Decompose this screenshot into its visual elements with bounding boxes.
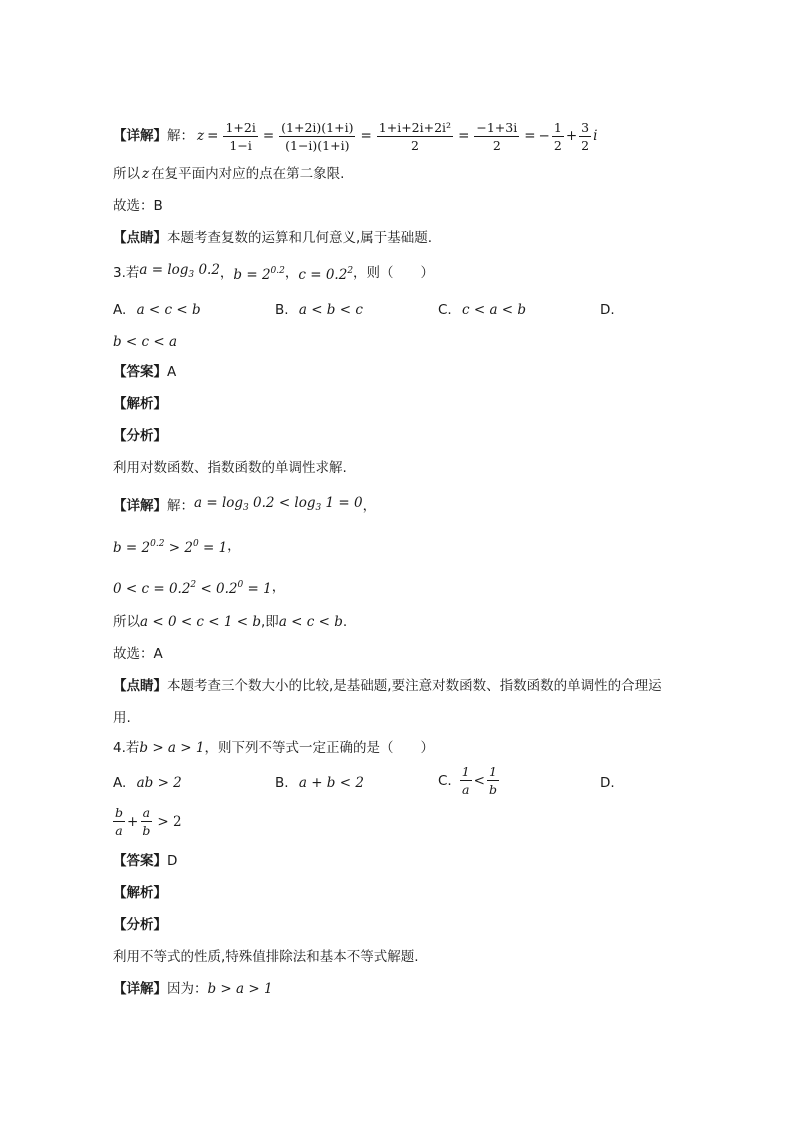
q4-option-d[interactable] (600, 774, 615, 792)
q3-note-1 (113, 677, 662, 695)
expr-part: = 1 (198, 540, 228, 556)
fraction-1-denominator: 1−i (229, 137, 252, 153)
denominator: b (488, 782, 497, 797)
text-pre: 所以 (113, 614, 140, 630)
expr-part: < 0.2 (196, 581, 238, 597)
imaginary-unit: i (593, 128, 598, 144)
q3-detail-1 (113, 494, 376, 517)
expr-part: a = log (194, 495, 244, 511)
exponent: 2 (190, 580, 197, 590)
option-label: C. (438, 302, 452, 318)
exponent: 0.2 (150, 539, 165, 549)
fraction-3 (377, 120, 453, 153)
var-z: z (142, 166, 150, 182)
question-number: 4.若 (113, 740, 140, 756)
exponent: 0.2 (270, 265, 285, 276)
question-number: 3.若 (113, 264, 140, 281)
q4-option-c[interactable] (438, 764, 501, 797)
answer-value: A (167, 364, 177, 380)
separator: ， (219, 264, 234, 281)
fraction-5 (552, 120, 564, 153)
expr-c-main: c = 0.2 (298, 266, 348, 283)
note-tag: 【点睛】 (113, 678, 167, 694)
minus-sign: − (538, 128, 550, 144)
fraction-1 (223, 120, 257, 153)
q4-answer (113, 852, 177, 870)
q3-option-c[interactable] (438, 301, 526, 319)
detail-tag: 【详解】 (113, 981, 167, 997)
fraction-1-over-b (487, 764, 499, 797)
answer-tag: 【答案】 (113, 364, 167, 380)
equals-sign: = (207, 128, 219, 144)
note-text: 本题考查复数的运算和几何意义,属于基础题. (167, 230, 433, 246)
denominator: b (142, 823, 151, 838)
text-pre: 所以 (113, 166, 140, 182)
fraction-4-denominator: 2 (492, 137, 501, 153)
text-end: . (342, 614, 348, 630)
q4-option-d-expr (113, 805, 182, 838)
q3-option-d[interactable] (600, 301, 615, 319)
plus-sign: + (565, 128, 578, 144)
fraction-2-numerator: (1+2i)(1+i) (281, 119, 354, 135)
expr-part: a < 0 < c < 1 < b (140, 614, 262, 630)
q4-option-a[interactable] (113, 774, 182, 792)
option-expr: ab > 2 (136, 775, 182, 791)
note-text: 本题考查三个数大小的比较,是基础题,要注意对数函数、指数函数的单调性的合理运 (167, 678, 662, 694)
fenxi-tag: 【分析】 (113, 917, 167, 933)
detail-expr (113, 535, 227, 557)
detail-line-complex (113, 116, 597, 156)
plus-sign: + (127, 813, 139, 830)
choice-text: 故选：A (113, 646, 163, 662)
expr-part: b = 2 (113, 540, 151, 556)
detail-tag: 【详解】 (113, 497, 167, 514)
q4-fenxi-tag (113, 916, 167, 934)
exponent: 2 (347, 265, 354, 276)
equals-sign: = (262, 128, 275, 144)
q3-detail-3 (113, 576, 285, 598)
q3-detail-2 (113, 535, 241, 557)
q3-fenxi-tag (113, 427, 167, 445)
option-label: A. (113, 775, 127, 791)
choice-statement-q2 (113, 197, 163, 215)
option-expr: c < a < b (462, 302, 527, 318)
note-tag: 【点睛】 (113, 230, 167, 246)
separator: ， (284, 264, 299, 281)
question-tail: ，则下列不等式一定正确的是（ ） (204, 740, 434, 756)
option-expr: a < b < c (298, 302, 363, 318)
option-expr: > 2 (157, 813, 182, 830)
option-label: D. (600, 775, 615, 791)
question-3-stem (113, 261, 434, 284)
fraction-2-denominator: (1−i)(1+i) (285, 137, 350, 153)
condition-expr: b > a > 1 (139, 740, 205, 756)
denominator: a (115, 823, 123, 838)
numerator: 1 (461, 764, 470, 779)
option-expr: a + b < 2 (298, 775, 364, 791)
numerator: b (115, 805, 124, 820)
q3-note-2 (113, 709, 131, 727)
option-label: B. (275, 302, 289, 318)
fraction-5-numerator: 1 (553, 119, 562, 135)
q3-option-b[interactable] (275, 301, 363, 319)
fraction-1-numerator: 1+2i (225, 119, 256, 135)
fraction-6 (579, 120, 591, 153)
expr-part: a < c < b (278, 614, 343, 630)
expr-b-main: b = 2 (233, 266, 271, 283)
detail-lead: 因为： (167, 981, 208, 997)
option-expr: b < c < a (113, 334, 178, 350)
fenxi-text: 利用对数函数、指数函数的单调性求解. (113, 460, 347, 476)
fenxi-tag: 【分析】 (113, 428, 167, 444)
q4-fenxi-text (113, 948, 419, 966)
option-label: D. (600, 302, 615, 318)
note-q2 (113, 229, 432, 247)
q3-analysis-tag (113, 395, 167, 413)
equals-sign: = (360, 128, 372, 144)
exponent: 0 (237, 580, 244, 590)
analysis-tag: 【解析】 (113, 396, 167, 412)
q4-detail-1 (113, 980, 273, 998)
text-post: 在复平面内对应的点在第二象限. (151, 166, 345, 182)
expr-part: 0 < c = 0.2 (113, 581, 191, 597)
detail-expr (113, 576, 272, 598)
choice-text: 故选：B (113, 198, 163, 214)
log-base: 3 (188, 270, 195, 280)
fraction-3-numerator: 1+i+2i+2i² (378, 119, 452, 135)
log-base: 3 (243, 503, 249, 513)
fenxi-text: 利用不等式的性质,特殊值排除法和基本不等式解题. (113, 949, 419, 965)
answer-tag: 【答案】 (113, 853, 167, 869)
log-base: 3 (315, 503, 322, 513)
fraction-b-over-a (113, 805, 125, 838)
separator: ， (362, 497, 377, 514)
equals-sign: = (524, 128, 536, 144)
expr-a-arg: 0.2 (194, 262, 220, 278)
detail-lead: 解： (167, 497, 194, 514)
expr-part: = 1 (243, 581, 272, 597)
less-than: < (473, 772, 485, 789)
expr-a-main: a = log (139, 262, 189, 278)
separator: ， (227, 538, 241, 554)
detail-expr (194, 494, 363, 517)
option-label: B. (275, 775, 289, 791)
q4-option-b[interactable] (275, 774, 364, 792)
fraction-4-numerator: −1+3i (476, 119, 518, 135)
detail-tag: 【详解】 (113, 128, 167, 144)
fraction-6-denominator: 2 (581, 137, 590, 153)
question-tail: ，则（ ） (353, 264, 435, 281)
detail-lead: 解： (167, 128, 194, 144)
answer-value: D (167, 853, 178, 869)
q3-choose (113, 645, 163, 663)
text-mid: ,即 (261, 614, 279, 630)
q3-fenxi-text (113, 459, 347, 477)
fraction-3-denominator: 2 (410, 137, 419, 153)
option-expr: a < c < b (136, 302, 201, 318)
exponent: 0 (192, 539, 199, 549)
q3-option-a[interactable] (113, 301, 201, 319)
fraction-a-over-b (140, 805, 152, 838)
fraction-2 (279, 120, 355, 153)
q4-analysis-tag (113, 884, 167, 902)
expr-part: 0.2 < log (248, 495, 316, 511)
expr-part: 1 = 0 (321, 495, 363, 511)
quadrant-statement (113, 165, 344, 183)
question-4-stem (113, 739, 434, 757)
option-label: A. (113, 302, 127, 318)
q3-detail-4 (113, 613, 347, 631)
analysis-tag: 【解析】 (113, 885, 167, 901)
q3-option-d-expr (113, 333, 177, 351)
fraction-1-over-a (460, 764, 472, 797)
fraction-6-numerator: 3 (581, 119, 590, 135)
separator: ， (271, 579, 286, 595)
fraction-4 (474, 120, 519, 153)
fraction-5-denominator: 2 (553, 137, 562, 153)
equals-sign: = (458, 128, 470, 144)
q3-answer (113, 363, 176, 381)
expr-c (298, 262, 353, 284)
note-text: 用. (113, 710, 131, 726)
numerator: 1 (489, 764, 497, 779)
detail-expr: b > a > 1 (207, 981, 273, 997)
var-z: z (197, 128, 205, 144)
numerator: a (142, 805, 151, 820)
denominator: a (461, 782, 470, 797)
expr-a (139, 261, 220, 284)
expr-b (233, 262, 284, 284)
option-label: C. (438, 772, 452, 789)
expr-part: > 2 (164, 540, 193, 556)
